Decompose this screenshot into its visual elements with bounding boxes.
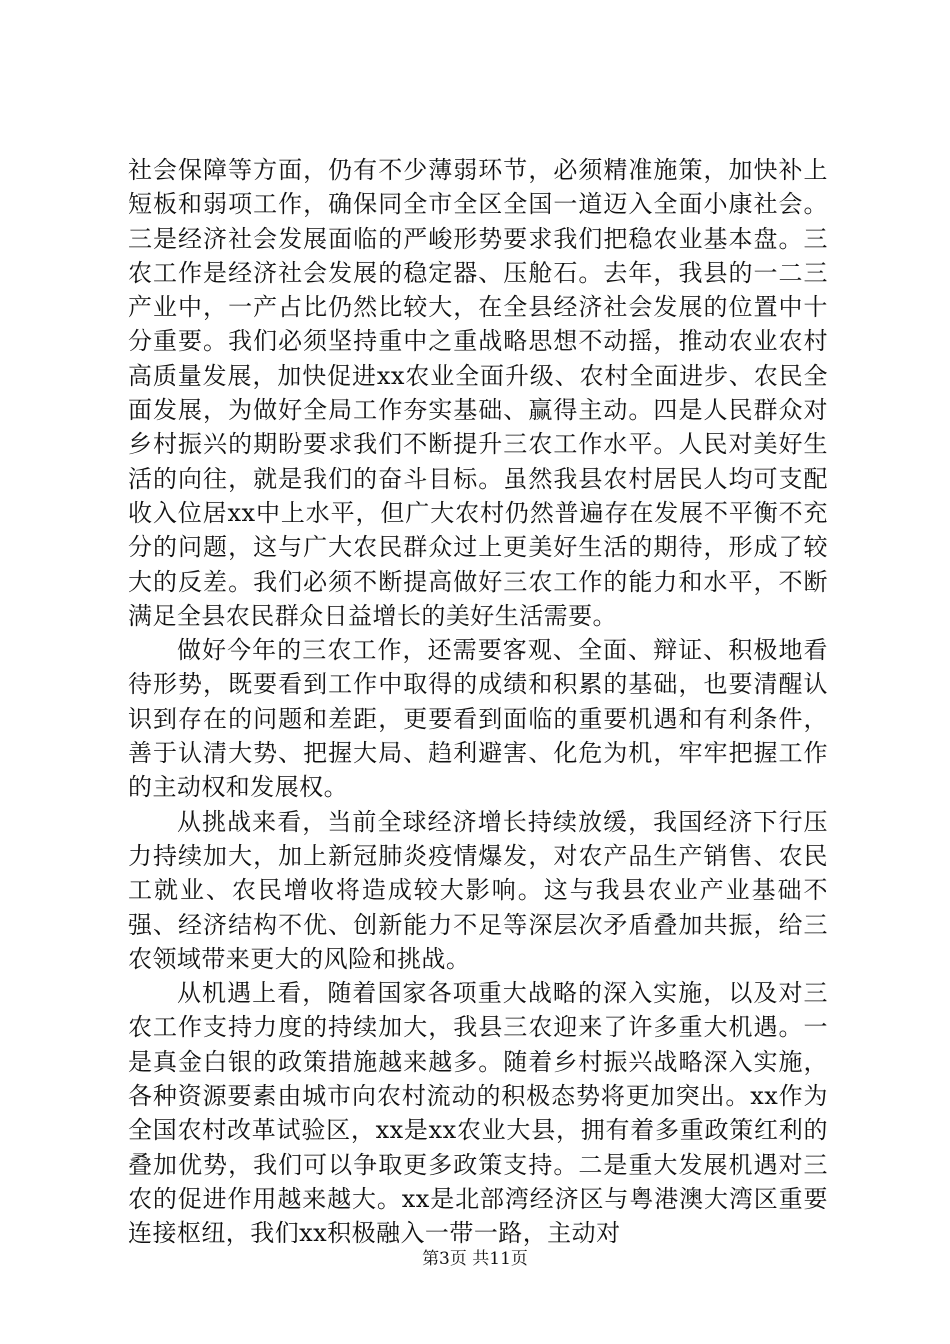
paragraph-2: 做好今年的三农工作，还需要客观、全面、辩证、积极地看待形势，既要看到工作中取得的成绩和积累的基础，也要清醒认识到存在的问题和差距，更要看到面临的重要机遇和有利条件，善于认清大势、把握大局、趋利避害、化危为机，牢牢把握工作的主动权和发展权。 [128,636,828,802]
paragraph-1: 社会保障等方面，仍有不少薄弱环节，必须精准施策，加快补上短板和弱项工作，确保同全市全区全国一道迈入全面小康社会。三是经济社会发展面临的严峻形势要求我们把稳农业基本盘。三农工作是经济社会发展的稳定器、压舱石。去年，我县的一二三产业中，一产占比仍然比较大，在全县经济社会发展的位置中十分重要。我们必须坚持重中之重战略思想不动摇，推动农业农村高质量发展，加快促进xx农业全面升级、农村全面进步、农民全面发展，为做好全局工作夯实基础、赢得主动。四是人民群众对乡村振兴的期盼要求我们不断提升三农工作水平。人民对美好生活的向往，就是我们的奋斗目标。虽然我县农村居民人均可支配收入位居xx中上水平，但广大农村仍然普遍存在发展不平衡不充分的问题，这与广大农民群众过上更美好生活的期待，形成了较大的反差。我们必须不断提高做好三农工作的能力和水平，不断满足全县农民群众日益增长的美好生活需要。 [128,156,828,630]
paragraph-4: 从机遇上看，随着国家各项重大战略的深入实施，以及对三农工作支持力度的持续加大，我县三农迎来了许多重大机遇。一是真金白银的政策措施越来越多。随着乡村振兴战略深入实施，各种资源要素由城市向农村流动的积极态势将更加突出。xx作为全国农村改革试验区，xx是xx农业大县，拥有着多重政策红利的叠加优势，我们可以争取更多政策支持。二是重大发展机遇对三农的促进作用越来越大。xx是北部湾经济区与粤港澳大湾区重要连接枢纽，我们xx积极融入一带一路，主动对 [128,979,828,1248]
paragraph-3: 从挑战来看，当前全球经济增长持续放缓，我国经济下行压力持续加大，加上新冠肺炎疫情爆发，对农产品生产销售、农民工就业、农民增收将造成较大影响。这与我县农业产业基础不强、经济结构不优、创新能力不足等深层次矛盾叠加共振，给三农领域带来更大的风险和挑战。 [128,807,828,973]
document-body [128,153,828,1251]
page-number-footer: 第3页 共11页 [422,1249,528,1269]
